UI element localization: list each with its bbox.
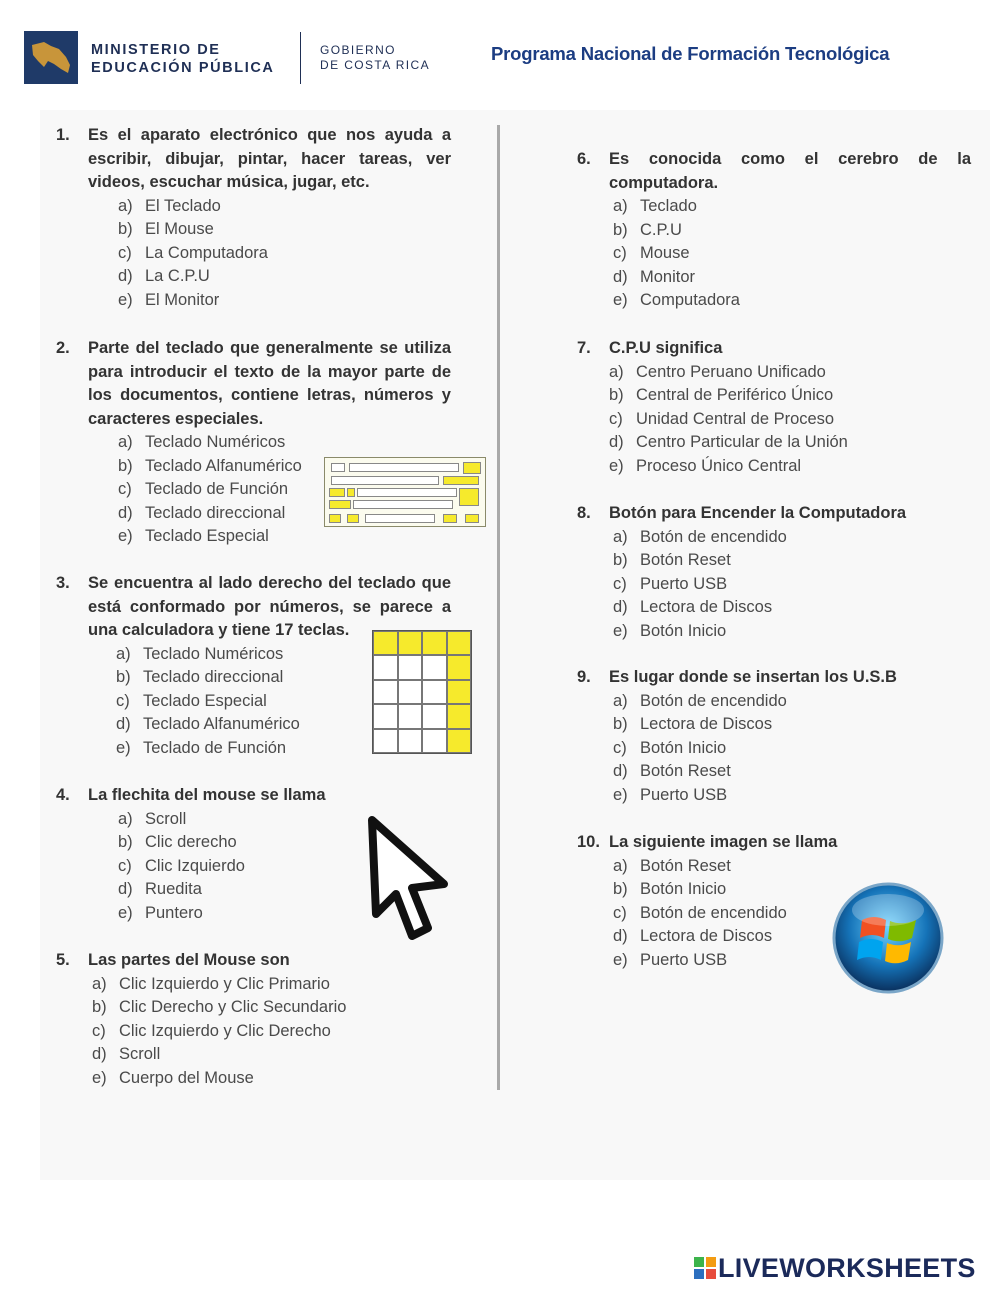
question-text: La flechita del mouse se llama <box>88 786 326 804</box>
option-text: Lectora de Discos <box>640 715 773 733</box>
option-letter: b) <box>613 220 628 239</box>
option-text: Centro Particular de la Unión <box>636 433 848 451</box>
option-text: Teclado Numéricos <box>145 433 286 451</box>
option-letter: e) <box>613 291 628 309</box>
option-e[interactable] <box>609 455 971 479</box>
header-divider <box>300 32 301 84</box>
option-text: Teclado direccional <box>145 503 286 522</box>
ministry-line-1: MINISTERIO DE <box>91 42 221 58</box>
option-text: Puerto USB <box>640 785 728 804</box>
option-b[interactable] <box>92 996 451 1020</box>
option-text: Teclado Especial <box>145 527 269 545</box>
option-c[interactable] <box>613 737 971 761</box>
option-letter: e) <box>116 738 131 757</box>
program-title: Programa Nacional de Formación Tecnológica <box>491 43 890 64</box>
option-letter: b) <box>118 220 133 238</box>
question-number: 1. <box>56 126 70 144</box>
option-b[interactable] <box>118 218 451 242</box>
option-c[interactable] <box>613 573 971 597</box>
option-text: Botón de encendido <box>640 527 787 546</box>
option-letter: a) <box>118 809 133 828</box>
liveworksheets-watermark: LIVEWORKSHEETS <box>718 1253 976 1283</box>
question-text: La siguiente imagen se llama <box>609 833 838 851</box>
option-text: Teclado de Función <box>145 480 289 498</box>
option-text: Scroll <box>119 1045 161 1063</box>
option-text: Botón Inicio <box>640 738 727 757</box>
option-c[interactable] <box>118 242 451 266</box>
option-text: Lectora de Discos <box>640 598 773 616</box>
question-text: Se encuentra al lado derecho del teclado que está conformado por números, se parece a una calculadora y tiene 17 teclas. <box>88 574 451 639</box>
option-d[interactable] <box>613 760 971 784</box>
ministry-line-2: EDUCACIÓN PÚBLICA <box>91 60 275 76</box>
question-number: 7. <box>577 339 591 357</box>
option-text: Centro Peruano Unificado <box>636 362 826 381</box>
option-letter: b) <box>92 998 107 1016</box>
question-text: C.P.U significa <box>609 339 723 357</box>
numeric-keypad-illustration <box>372 630 472 754</box>
mouse-pointer-icon <box>360 812 452 942</box>
option-e[interactable] <box>92 1067 451 1091</box>
page-header <box>0 0 1000 100</box>
option-letter: b) <box>116 668 131 686</box>
option-letter: d) <box>609 433 624 451</box>
option-letter: a) <box>613 691 628 710</box>
option-letter: a) <box>116 644 131 663</box>
option-text: Teclado direccional <box>143 668 284 686</box>
option-text: Puerto USB <box>640 950 728 969</box>
option-letter: c) <box>116 691 130 710</box>
option-letter: a) <box>118 433 133 451</box>
option-letter: d) <box>92 1045 107 1063</box>
option-letter: c) <box>118 243 132 262</box>
option-letter: a) <box>613 856 628 875</box>
option-d[interactable] <box>613 266 971 290</box>
option-letter: a) <box>613 527 628 546</box>
option-d[interactable] <box>92 1043 451 1067</box>
option-text: Clic derecho <box>145 833 237 851</box>
option-text: Botón Inicio <box>640 621 727 640</box>
option-text: Clic Derecho y Clic Secundario <box>119 998 347 1016</box>
option-text: Botón de encendido <box>640 903 787 922</box>
option-letter: d) <box>116 715 131 733</box>
option-text: El Monitor <box>145 290 220 309</box>
option-text: Cuerpo del Mouse <box>119 1068 254 1087</box>
option-b[interactable] <box>613 549 971 573</box>
option-a[interactable] <box>613 690 971 714</box>
question-number: 8. <box>577 504 591 522</box>
option-letter: c) <box>613 903 627 922</box>
question-number: 10. <box>577 833 600 851</box>
option-e[interactable] <box>613 620 971 644</box>
option-text: Puerto USB <box>640 574 728 593</box>
option-text: Teclado de Función <box>143 738 287 757</box>
option-letter: b) <box>613 715 628 733</box>
option-letter: d) <box>118 880 133 898</box>
question-number: 4. <box>56 786 70 804</box>
option-c[interactable] <box>609 408 971 432</box>
option-text: Clic Izquierdo y Clic Primario <box>119 974 330 993</box>
option-letter: b) <box>118 456 133 475</box>
option-a[interactable] <box>613 526 971 550</box>
option-letter: b) <box>609 386 624 404</box>
government-line-2: DE COSTA RICA <box>320 58 430 72</box>
question-text: Parte del teclado que generalmente se utiliza para introducir el texto de la mayor parte de los documentos, contiene letras, números y caracteres especiales. <box>88 339 451 428</box>
option-text: Mouse <box>640 244 690 262</box>
question-text: Las partes del Mouse son <box>88 951 290 969</box>
option-text: Botón Reset <box>640 762 731 780</box>
ministry-name <box>91 41 274 77</box>
option-letter: b) <box>118 833 133 851</box>
option-letter: b) <box>613 880 628 898</box>
option-text: Ruedita <box>145 880 202 898</box>
option-a[interactable] <box>118 431 451 455</box>
option-letter: e) <box>92 1068 107 1087</box>
question-9 <box>577 666 971 807</box>
option-text: C.P.U <box>640 220 682 239</box>
option-a[interactable] <box>613 855 971 879</box>
option-text: Clic Izquierdo y Clic Derecho <box>119 1021 331 1040</box>
option-text: Teclado Alfanumérico <box>145 456 302 475</box>
option-text: Lectora de Discos <box>640 927 773 945</box>
question-number: 3. <box>56 574 70 592</box>
option-letter: d) <box>118 503 133 522</box>
option-text: La C.P.U <box>145 267 210 285</box>
question-6 <box>577 148 971 313</box>
option-letter: c) <box>609 409 623 428</box>
option-d[interactable] <box>609 431 971 455</box>
option-letter: b) <box>613 551 628 569</box>
option-d[interactable] <box>118 265 451 289</box>
option-letter: a) <box>118 196 133 215</box>
option-text: Monitor <box>640 267 696 286</box>
option-letter: e) <box>613 785 628 804</box>
option-c[interactable] <box>92 1020 451 1044</box>
option-b[interactable] <box>609 384 971 408</box>
option-text: Central de Periférico Único <box>636 386 834 404</box>
option-d[interactable] <box>613 596 971 620</box>
question-text: Botón para Encender la Computadora <box>609 504 907 522</box>
option-letter: e) <box>118 290 133 309</box>
option-text: El Teclado <box>145 196 221 215</box>
question-7 <box>577 337 971 478</box>
liveworksheets-logo-icon <box>694 1257 717 1280</box>
option-e[interactable] <box>613 784 971 808</box>
option-a[interactable] <box>118 195 451 219</box>
government-line-1: GOBIERNO <box>320 43 396 57</box>
option-text: Botón Reset <box>640 551 731 569</box>
option-letter: c) <box>118 480 132 498</box>
option-text: Teclado Especial <box>143 691 267 710</box>
question-number: 9. <box>577 668 591 686</box>
question-number: 2. <box>56 339 70 357</box>
option-text: La Computadora <box>145 243 268 262</box>
question-8 <box>577 502 971 643</box>
option-letter: d) <box>613 598 628 616</box>
option-text: Botón Reset <box>640 856 731 875</box>
option-text: Teclado Alfanumérico <box>143 715 300 733</box>
option-text: Botón de encendido <box>640 691 787 710</box>
option-letter: c) <box>613 738 627 757</box>
option-e[interactable] <box>613 289 971 313</box>
option-text: Puntero <box>145 903 203 922</box>
option-letter: c) <box>613 574 627 593</box>
government-name <box>320 43 430 73</box>
option-e[interactable] <box>118 289 451 313</box>
question-5 <box>56 949 451 1090</box>
option-letter: e) <box>609 456 624 475</box>
option-letter: e) <box>118 527 133 545</box>
option-e[interactable] <box>118 525 451 549</box>
costa-rica-map-logo <box>24 31 78 84</box>
option-a[interactable] <box>609 361 971 385</box>
option-letter: a) <box>613 197 628 215</box>
column-divider <box>497 125 500 1090</box>
question-text: Es conocida como el cerebro de la computadora. <box>609 150 971 192</box>
option-text: Scroll <box>145 809 187 828</box>
option-b[interactable] <box>613 713 971 737</box>
option-letter: e) <box>613 621 628 640</box>
windows-start-button-icon <box>830 880 946 996</box>
option-text: Clic Izquierdo <box>145 856 245 875</box>
option-text: Botón Inicio <box>640 880 727 898</box>
option-letter: d) <box>118 267 133 285</box>
question-1 <box>56 124 451 312</box>
option-letter: c) <box>92 1021 106 1040</box>
question-text: Es lugar donde se insertan los U.S.B <box>609 668 897 686</box>
option-text: Proceso Único Central <box>636 456 802 475</box>
option-text: Unidad Central de Proceso <box>636 409 835 428</box>
option-b[interactable] <box>613 219 971 243</box>
option-text: El Mouse <box>145 220 214 238</box>
option-letter: d) <box>613 762 628 780</box>
option-a[interactable] <box>613 195 971 219</box>
option-text: Computadora <box>640 291 740 309</box>
question-number: 6. <box>577 150 591 168</box>
option-letter: c) <box>613 244 627 262</box>
option-letter: a) <box>609 362 624 381</box>
option-letter: d) <box>613 267 628 286</box>
question-text: Es el aparato electrónico que nos ayuda a escribir, dibujar, pintar, hacer tareas, ver videos, escuchar música, jugar, etc. <box>88 126 451 191</box>
option-a[interactable] <box>92 973 451 997</box>
option-letter: e) <box>613 950 628 969</box>
option-text: Teclado Numéricos <box>143 644 284 663</box>
option-letter: d) <box>613 927 628 945</box>
option-text: Teclado <box>640 197 697 215</box>
option-letter: e) <box>118 903 133 922</box>
option-letter: a) <box>92 974 107 993</box>
question-number: 5. <box>56 951 70 969</box>
keyboard-illustration <box>324 457 486 527</box>
option-letter: c) <box>118 856 132 875</box>
option-c[interactable] <box>613 242 971 266</box>
